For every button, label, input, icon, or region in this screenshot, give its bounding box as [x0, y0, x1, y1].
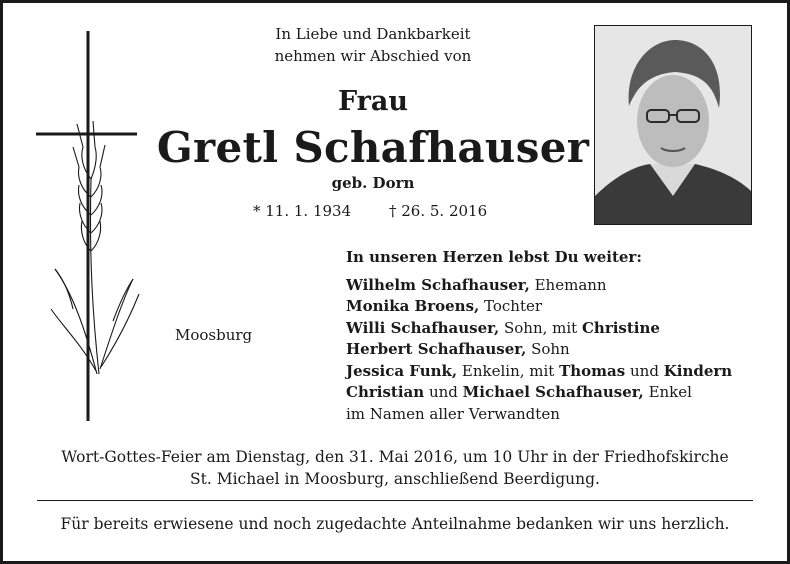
service-line-2: St. Michael in Moosburg, anschließend Beerdigung.: [190, 470, 600, 488]
cross-with-wheat-icon: [33, 29, 143, 429]
survivor-relation: Sohn, mit: [503, 318, 578, 337]
survivor-partner: Christine: [581, 318, 660, 337]
survivor-relation: Ehemann: [534, 275, 607, 294]
thanks-text: Für bereits erwiesene und noch zugedachte Anteilnahme bedanken wir uns herzlich.: [60, 515, 730, 533]
survivor-line: [346, 339, 732, 361]
portrait-photo: [594, 25, 752, 225]
cross-icon: [36, 31, 137, 421]
birth-date: * 11. 1. 1934: [253, 202, 352, 220]
survivor-relation: Sohn: [531, 340, 570, 358]
intro-line-1: In Liebe und Dankbarkeit: [275, 25, 471, 43]
service-line-1: Wort-Gottes-Feier am Dienstag, den 31. Mai 2016, um 10 Uhr in der Friedhofskirche: [61, 448, 729, 466]
portrait-image: [595, 26, 751, 224]
wheat-ear-icon: [51, 121, 139, 374]
survivor-line: [346, 404, 732, 426]
survivor-line: [346, 361, 732, 383]
survivor-conjunction: und: [630, 361, 659, 380]
survivor-name: Michael Schafhauser,: [462, 383, 644, 401]
intro-line-2: nehmen wir Abschied von: [274, 47, 472, 65]
death-date: † 26. 5. 2016: [389, 202, 488, 220]
name-prefix: Frau: [337, 86, 409, 117]
survivor-partner: Thomas: [559, 361, 626, 380]
survivor-line: [346, 318, 732, 340]
survivor-relation: Enkelin, mit: [461, 361, 555, 380]
survivors-closing: im Namen aller Verwandten: [346, 404, 560, 423]
deceased-name: Gretl Schafhauser: [156, 123, 590, 172]
survivor-relation: Enkel: [648, 383, 692, 401]
maiden-name: geb. Dorn: [331, 174, 415, 192]
survivor-name: Willi Schafhauser,: [346, 318, 500, 337]
survivor-name: Jessica Funk,: [346, 361, 458, 380]
survivors-block: [346, 247, 732, 425]
survivor-relation: Tochter: [484, 297, 543, 315]
location-text: Moosburg: [175, 326, 253, 344]
divider: [37, 500, 753, 501]
survivor-line: [346, 296, 732, 318]
survivor-line: [346, 382, 732, 404]
survivor-name: Christian: [346, 383, 425, 401]
survivor-name: Herbert Schafhauser,: [346, 340, 527, 358]
survivor-name: Monika Broens,: [346, 297, 480, 315]
survivor-line: [346, 275, 732, 297]
survivors-heading: In unseren Herzen lebst Du weiter:: [346, 248, 642, 266]
survivor-partner: Kindern: [663, 361, 733, 380]
survivor-name: Wilhelm Schafhauser,: [346, 275, 530, 294]
survivor-conjunction: und: [428, 383, 458, 401]
